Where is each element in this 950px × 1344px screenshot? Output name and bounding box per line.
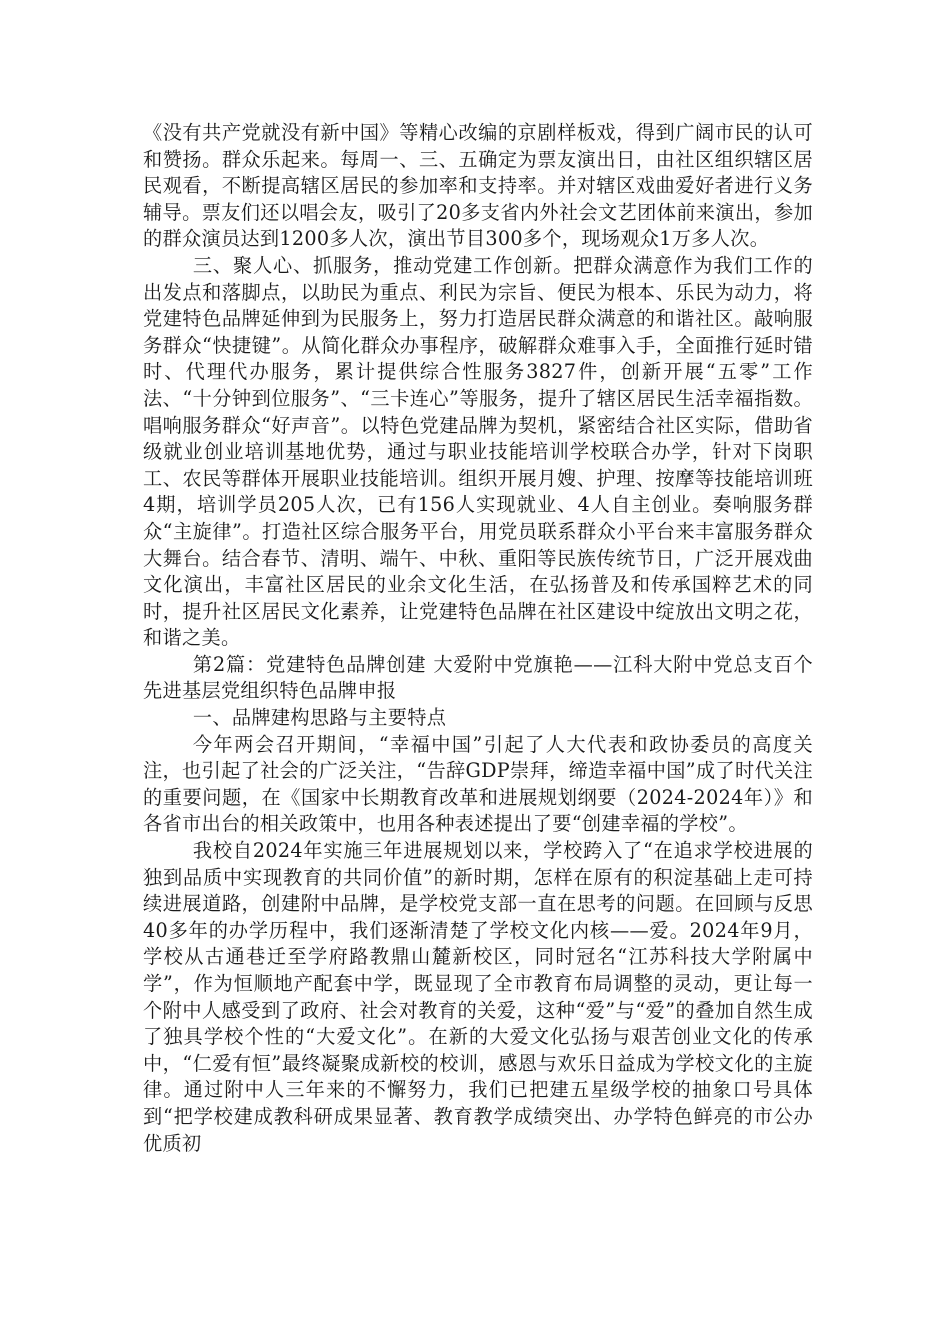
article-title-part-2: 第2篇：党建特色品牌创建 大爱附中党旗艳——江科大附中党总支百个先进基层党组织特色品牌申报	[143, 652, 813, 703]
paragraph-happy-china: 今年两会召开期间，“幸福中国”引起了人大代表和政协委员的高度关注，也引起了社会的广泛关注，“告辞GDP崇拜，缔造幸福中国”成了时代关注的重要问题，在《国家中长期教育改革和进展规划纲要（2024-2024年）》和各省市出台的相关政策中，也用各种表述提出了要“创建幸福的学校”。	[143, 732, 813, 836]
document-page	[143, 120, 813, 1157]
paragraph-opera-continuation: 《没有共产党就没有新中国》等精心改编的京剧样板戏，得到广阔市民的认可和赞扬。群众乐起来。每周一、三、五确定为票友演出日，由社区组织辖区居民观看，不断提高辖区居民的参加率和支持率。并对辖区戏曲爱好者进行义务辅导。票友们还以唱会友，吸引了20多支省内外社会文艺团体前来演出，参加的群众演员达到1200多人次，演出节目300多个，现场观众1万多人次。	[143, 121, 813, 251]
section-heading-brand-construction: 一、品牌建构思路与主要特点	[192, 706, 447, 730]
paragraph-section-three: 三、聚人心、抓服务，推动党建工作创新。把群众满意作为我们工作的出发点和落脚点，以助民为重点、利民为宗旨、便民为根本、乐民为动力，将党建特色品牌延伸到为民服务上，努力打造居民群众满意的和谐社区。敲响服务群众“快捷键”。从简化群众办事程序，破解群众难事入手，全面推行延时错时、代理代办服务，累计提供综合性服务3827件，创新开展“五零”工作法、“十分钟到位服务”、“三卡连心”等服务，提升了辖区居民生活幸福指数。唱响服务群众“好声音”。以特色党建品牌为契机，紧密结合社区实际，借助省级就业创业培训基地优势，通过与职业技能培训学校联合办学，针对下岗职工、农民等群体开展职业技能培训。组织开展月嫂、护理、按摩等技能培训班4期，培训学员205人次，已有156人实现就业、4人自主创业。奏响服务群众“主旋律”。打造社区综合服务平台，用党员联系群众小平台来丰富服务群众大舞台。结合春节、清明、端午、中秋、重阳等民族传统节日，广泛开展戏曲文化演出，丰富社区居民的业余文化生活，在弘扬普及和传承国粹艺术的同时，提升社区居民文化素养，让党建特色品牌在社区建设中绽放出文明之花，和谐之美。	[143, 253, 813, 650]
paragraph-school-development: 我校自2024年实施三年进展规划以来，学校跨入了“在追求学校进展的独到品质中实现教育的共同价值”的新时期，怎样在原有的积淀基础上走可持续进展道路，创建附中品牌，是学校党支部一直在思考的问题。在回顾与反思40多年的办学历程中，我们逐渐清楚了学校文化内核——爱。2024年9月，学校从古通巷迁至学府路教鼎山麓新校区，同时冠名“江苏科技大学附属中学”，作为恒顺地产配套中学，既显现了全市教育布局调整的灵动，更让每一个附中人感受到了政府、社会对教育的关爱，这种“爱”与“爱”的叠加自然生成了独具学校个性的“大爱文化”。在新的大爱文化弘扬与艰苦创业文化的传承中，“仁爱有恒”最终凝聚成新校的校训，感恩与欢乐日益成为学校文化的主旋律。通过附中人三年来的不懈努力，我们已把建五星级学校的抽象口号具体到“把学校建成教科研成果显著、教育教学成绩突出、办学特色鲜亮的市公办优质初	[143, 839, 813, 1155]
